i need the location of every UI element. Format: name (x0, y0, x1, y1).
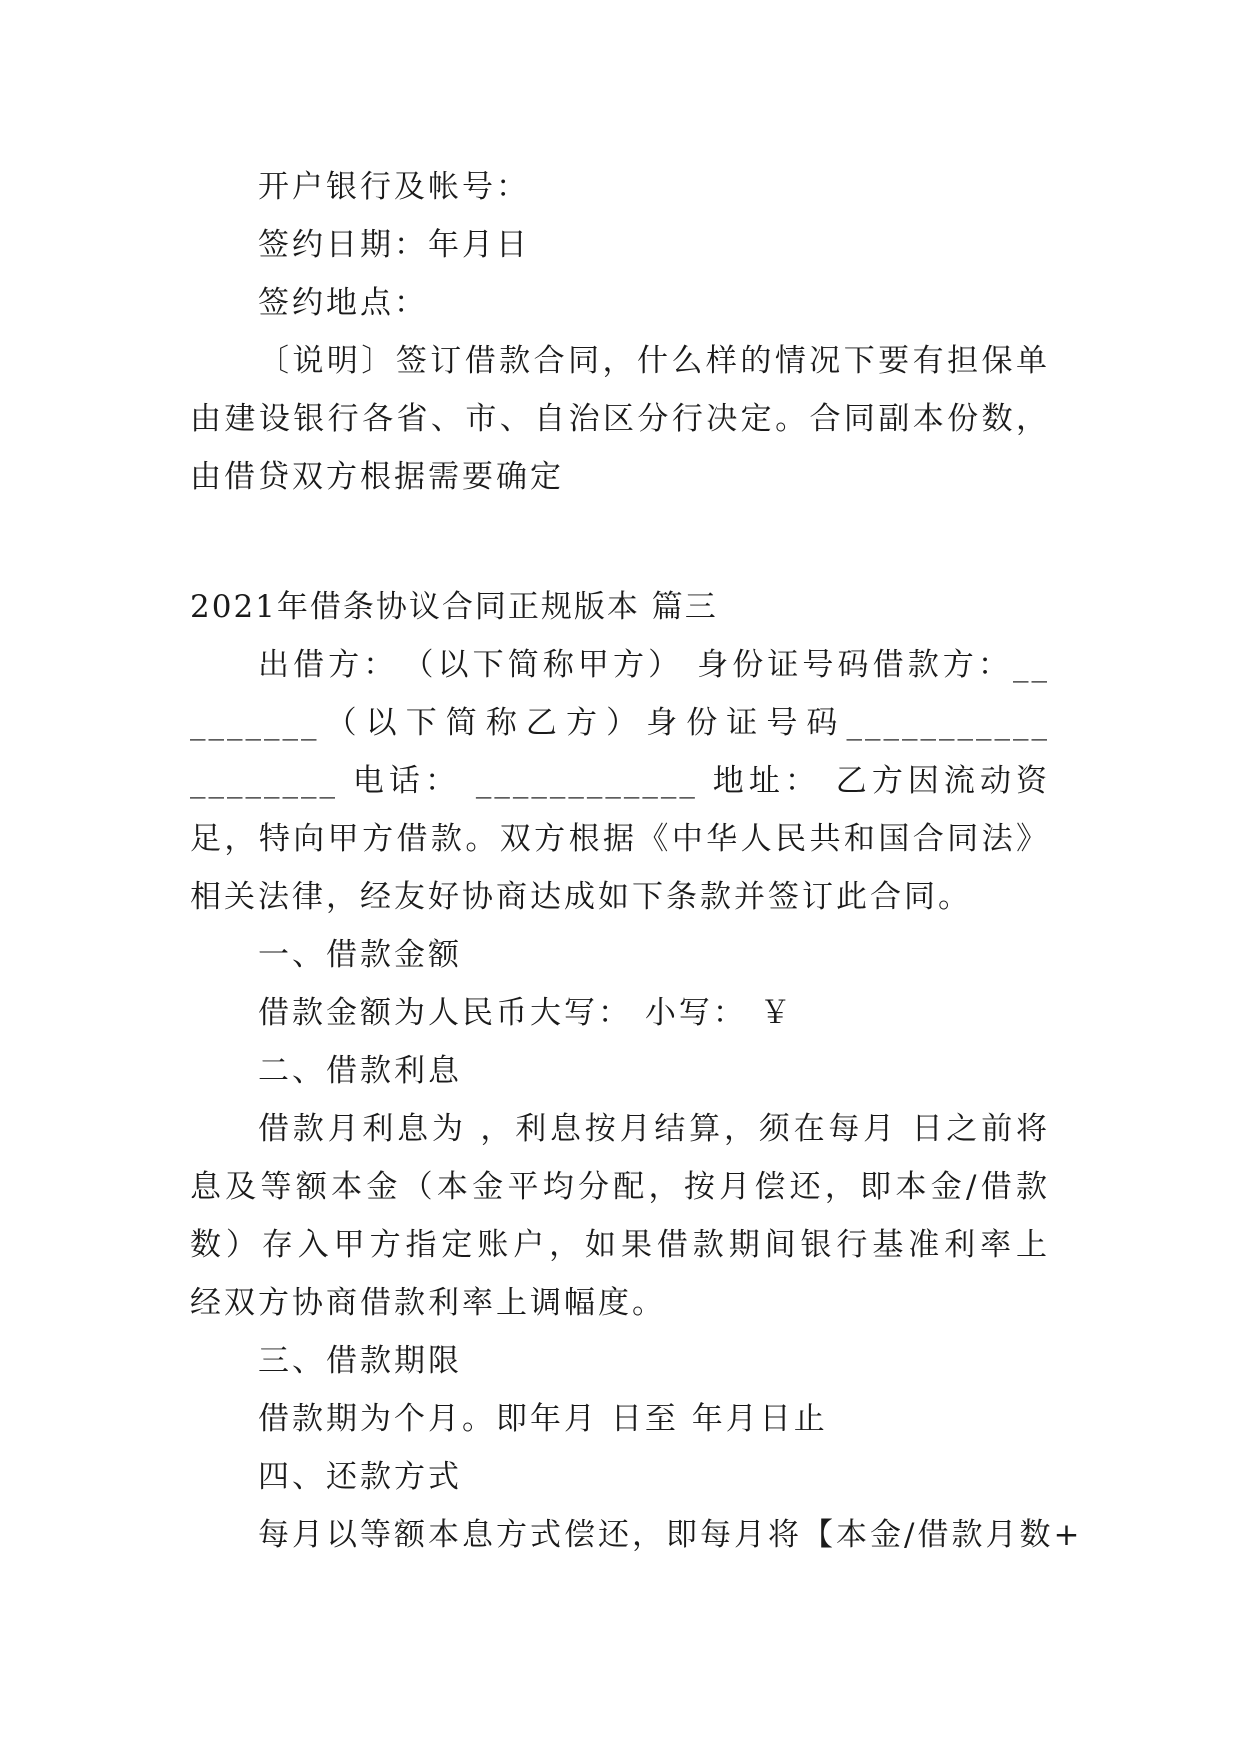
clause3-title: 三、借款期限 (258, 1343, 462, 1379)
note-line-3: 由借贷双方根据需要确定 (190, 459, 564, 495)
section-gap (190, 506, 1050, 578)
section-title: 2021年借条协议合同正规版本 篇三 (190, 589, 718, 625)
clause1-title: 一、借款金额 (258, 937, 462, 973)
intro-line-1: 出借方： （以下简称甲方） 身份证号码借款方：__ (258, 647, 1050, 683)
clause2-line-2: 息及等额本金（本金平均分配，按月偿还，即本金/借款 (190, 1169, 1050, 1205)
signing-place-line: 签约地点： (258, 285, 428, 321)
intro-line-4: 足，特向甲方借款。双方根据《中华人民共和国合同法》 (190, 821, 1050, 857)
clause4-title: 四、还款方式 (258, 1459, 462, 1495)
note-line-1: 〔说明〕签订借款合同，什么样的情况下要有担保单 (258, 343, 1050, 379)
document-body (190, 158, 1083, 1564)
clause2-line-4: 经双方协商借款利率上调幅度。 (190, 1285, 666, 1321)
intro-line-3: ________ 电话： ____________ 地址： 乙方因流动资 (190, 763, 1050, 799)
clause2-line-1: 借款月利息为 ，利息按月结算，须在每月 日之前将 (258, 1111, 1050, 1147)
clause3-text: 借款期为个月。即年月 日至 年月日止 (258, 1401, 828, 1437)
intro-line-5: 相关法律，经友好协商达成如下条款并签订此合同。 (190, 879, 972, 915)
note-line-2: 由建设银行各省、市、自治区分行决定。合同副本份数， (190, 401, 1050, 437)
clause2-line-3: 数）存入甲方指定账户，如果借款期间银行基准利率上 (190, 1227, 1050, 1263)
signing-date-line: 签约日期：年月日 (258, 227, 530, 263)
intro-line-2: _______（以下简称乙方）身份证号码___________ (190, 705, 1050, 741)
clause1-text: 借款金额为人民币大写： 小写： ￥ (258, 995, 794, 1031)
clause2-title: 二、借款利息 (258, 1053, 462, 1089)
bank-account-line: 开户银行及帐号： (258, 169, 530, 205)
clause4-text: 每月以等额本息方式偿还，即每月将【本金/借款月数+ (258, 1517, 1083, 1553)
